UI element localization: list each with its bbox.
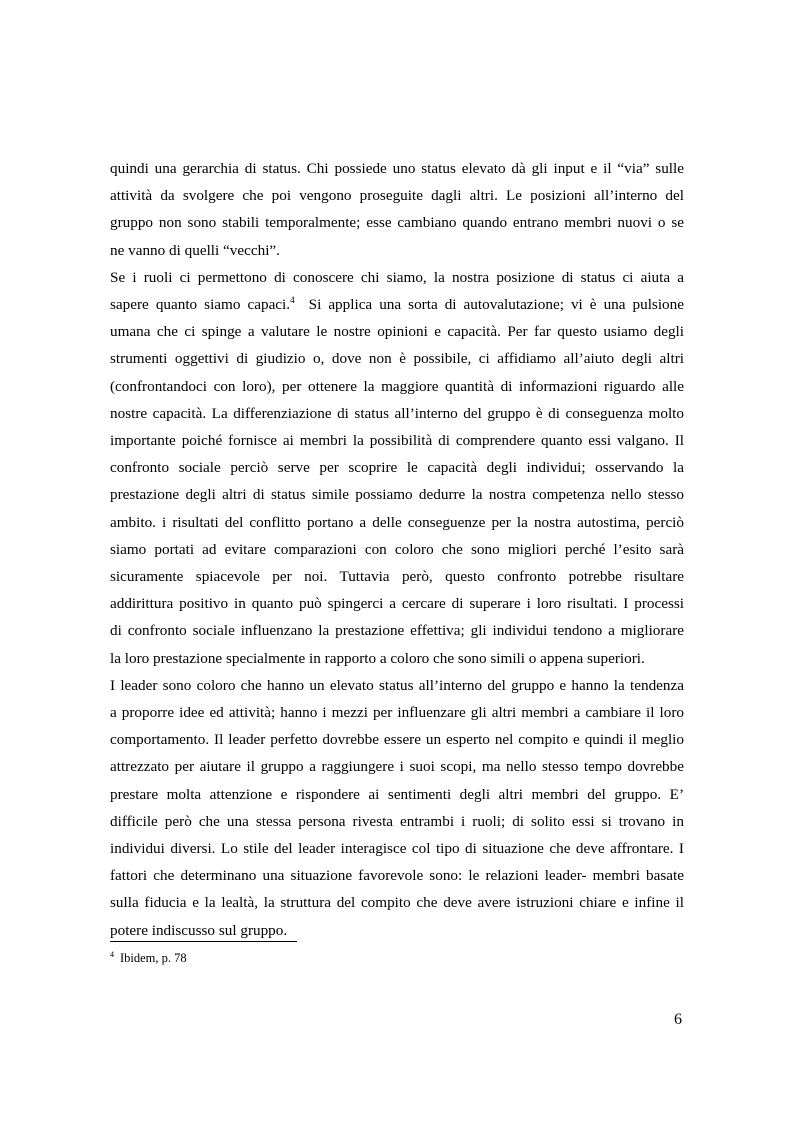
- text-line: sulla fiducia e la lealtà, la struttura del compito che deve avere istruzioni chiare e infine il: [110, 894, 684, 912]
- text-line: sicuramente spiacevole per noi. Tuttavia però, questo confronto potrebbe risultare: [110, 568, 684, 586]
- text-line: Se i ruoli ci permettono di conoscere chi siamo, la nostra posizione di status ci aiuta a: [110, 268, 684, 286]
- text-line: potere indiscusso sul gruppo.: [110, 921, 288, 939]
- footnote: [110, 950, 187, 966]
- text-line: strumenti oggettivi di giudizio o, dove non è possibile, ci affidiamo all’aiuto degli altri: [110, 350, 684, 368]
- text-line: individui diversi. Lo stile del leader interagisce col tipo di situazione che deve affrontare. I: [110, 840, 684, 858]
- text-line: ne vanno di quelli “vecchi”.: [110, 241, 280, 259]
- text-line: importante poiché fornisce ai membri la possibilità di comprendere quanto essi valgano. Il: [110, 432, 684, 450]
- text-line: difficile però che una stessa persona rivesta entrambi i ruoli; di solito essi si trovano in: [110, 812, 684, 830]
- text-line: attrezzato per aiutare il gruppo a raggiungere i suoi scopi, ma nello stesso tempo dovrebbe: [110, 758, 684, 776]
- text-line: nostre capacità. La differenziazione di status all’interno del gruppo è di conseguenza molto: [110, 404, 684, 422]
- text-line: a proporre idee ed attività; hanno i mezzi per influenzare gli altri membri a cambiare il loro: [110, 704, 684, 722]
- text-line: attività da svolgere che poi vengono proseguite dagli altri. Le posizioni all’interno del: [110, 187, 684, 205]
- text-line: siamo portati ad evitare comparazioni con coloro che sono migliori perché l’esito sarà: [110, 540, 684, 558]
- text-line: fattori che determinano una situazione favorevole sono: le relazioni leader- membri basate: [110, 867, 684, 885]
- footnote-separator: [110, 941, 297, 942]
- text-line-with-footnote: [110, 291, 684, 318]
- text-line: umana che ci spinge a valutare le nostre opinioni e capacità. Per far questo usiamo degli: [110, 323, 684, 341]
- text-segment: Si applica una sorta di autovalutazione; vi è una pulsione: [308, 296, 684, 314]
- page-number: 6: [674, 1011, 682, 1028]
- paragraph-status-hierarchy: [110, 155, 684, 264]
- text-line: (confrontandoci con loro), per ottenere la maggiore quantità di informazioni riguardo alle: [110, 377, 684, 395]
- text-segment: sapere quanto siamo capaci.: [110, 296, 291, 314]
- footnote-reference: 4: [290, 294, 295, 305]
- page-body: [110, 155, 684, 944]
- text-line: quindi una gerarchia di status. Chi possiede uno status elevato dà gli input e il “via” sulle: [110, 160, 684, 177]
- text-line: ambito. i risultati del conflitto portano a delle conseguenze per la nostra autostima, perciò: [110, 513, 684, 531]
- footnote-marker: 4: [110, 949, 114, 959]
- text-line: di confronto sociale influenzano la prestazione effettiva; gli individui tendono a migliorare: [110, 622, 684, 640]
- text-line: confronto sociale perciò serve per scoprire le capacità degli individui; osservando la: [110, 459, 684, 477]
- paragraph-social-comparison: [110, 264, 684, 672]
- text-line: comportamento. Il leader perfetto dovrebbe essere un esperto nel compito e quindi il meglio: [110, 731, 684, 749]
- text-line: I leader sono coloro che hanno un elevato status all’interno del gruppo e hanno la tendenza: [110, 676, 684, 694]
- text-line: gruppo non sono stabili temporalmente; esse cambiano quando entrano membri nuovi o se: [110, 214, 684, 232]
- footnote-text: Ibidem, p. 78: [120, 951, 187, 965]
- text-line: prestare molta attenzione e rispondere ai sentimenti degli altri membri del gruppo. E’: [110, 785, 684, 803]
- paragraph-leadership: [110, 672, 684, 944]
- text-line: prestazione degli altri di status simile possiamo dedurre la nostra competenza nello stesso: [110, 486, 684, 504]
- text-line: addirittura positivo in quanto può spingerci a cercare di superare i loro risultati. I processi: [110, 595, 684, 613]
- text-line: la loro prestazione specialmente in rapporto a coloro che sono simili o appena superiori.: [110, 649, 645, 667]
